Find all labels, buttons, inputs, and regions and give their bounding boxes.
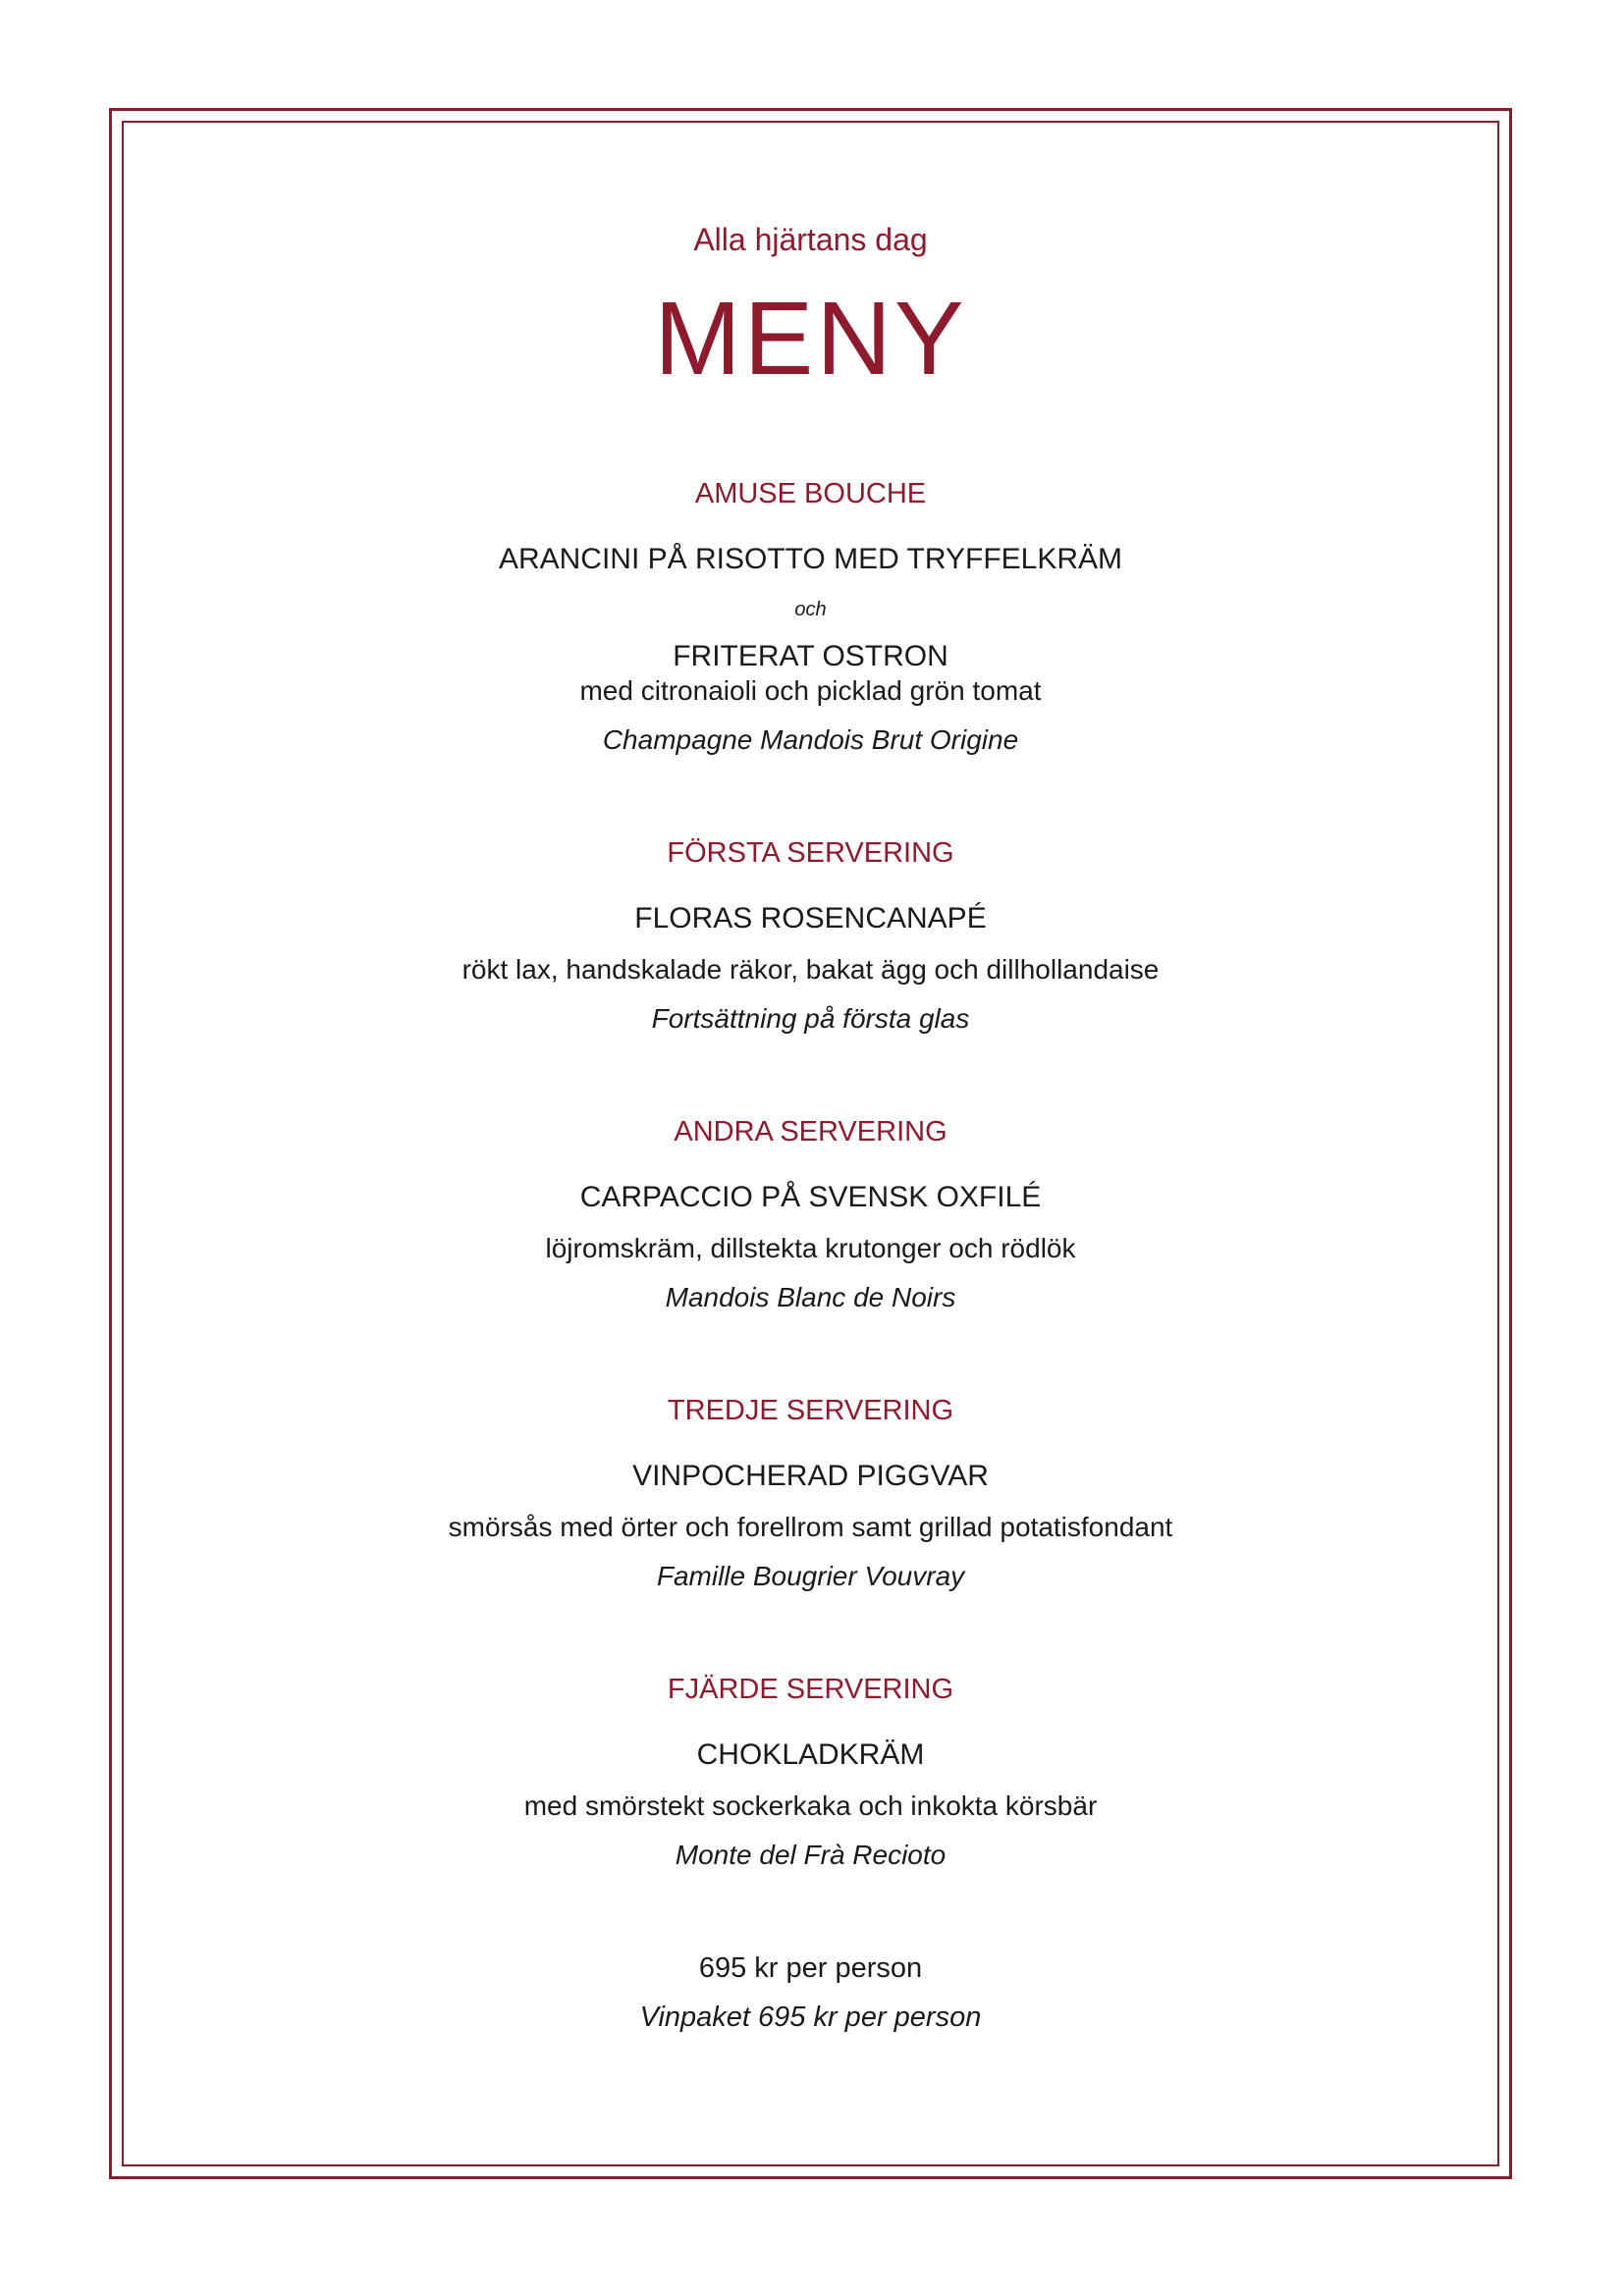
wine-pairing: Mandois Blanc de Noirs [665,1282,956,1312]
dish-name: VINPOCHERAD PIGGVAR [632,1460,989,1492]
wine-pairing: Fortsättning på första glas [651,1003,970,1034]
section-heading-amuse-bouche: AMUSE BOUCHE [694,478,927,509]
wine-pairing: Monte del Frà Recioto [675,1840,947,1870]
dish-name: FRITERAT OSTRON [673,640,948,672]
dish-name: CHOKLADKRÄM [696,1738,925,1771]
menu-title: MENY [654,281,967,397]
price-per-person: 695 kr per person [698,1952,923,1984]
dish-name: FLORAS ROSENCANAPÉ [634,902,987,934]
dish-name: CARPACCIO PÅ SVENSK OXFILÉ [579,1181,1042,1213]
dish-description: med smörstekt sockerkaka och inkokta körsbär [523,1790,1098,1821]
section-heading-tredje-servering: TREDJE SERVERING [667,1395,954,1426]
section-heading-andra-servering: ANDRA SERVERING [674,1116,947,1148]
dish-description: med citronaioli och picklad grön tomat [579,675,1042,706]
dish-description: smörsås med örter och forellrom samt grillad potatisfondant [448,1512,1173,1542]
section-heading-fjarde-servering: FJÄRDE SERVERING [667,1674,954,1705]
dish-joiner: och [794,599,827,620]
wine-pairing: Champagne Mandois Brut Origine [602,724,1019,755]
menu-subtitle: Alla hjärtans dag [693,222,928,257]
section-heading-forsta-servering: FÖRSTA SERVERING [667,837,954,869]
wine-package-price: Vinpaket 695 kr per person [639,2002,982,2033]
dish-description: rökt lax, handskalade räkor, bakat ägg och dillhollandaise [461,954,1160,985]
wine-pairing: Famille Bougrier Vouvray [656,1561,965,1591]
dish-description: löjromskräm, dillstekta krutonger och rödlök [545,1233,1076,1263]
dish-name: ARANCINI PÅ RISOTTO MED TRYFFELKRÄM [498,543,1123,575]
